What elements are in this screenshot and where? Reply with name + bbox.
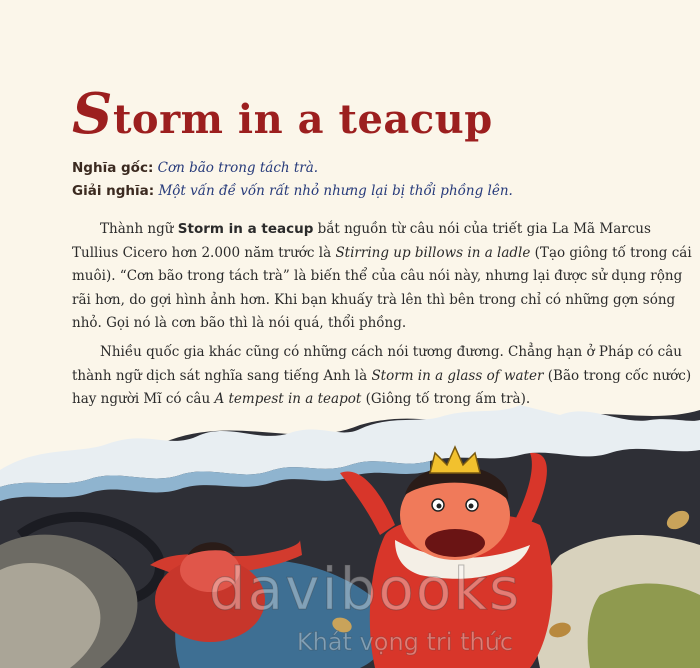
original-meaning-text: Cơn bão trong tách trà. [157, 160, 319, 176]
paragraph-text: Nhiều quốc gia khác cũng có những cách nói tương đương. Chẳng hạn ở Pháp có câu thành ngữ dịch sát nghĩa sang tiếng Anh là [72, 344, 682, 384]
explanation-label: Giải nghĩa: [72, 183, 155, 199]
watermark-brand: davibooks [208, 555, 522, 623]
paragraph-text: Thành ngữ [100, 221, 178, 237]
paragraph-text: (Tạo giông tố trong cái muôi). “Cơn bão trong tách trà” là biến thể của câu nói này, nhưng lại được sử dụng rộng rãi hơn, do gợi hình ảnh hơn. Khi bạn khuấy trà lên thì bên trong chỉ có những gợn sóng nhỏ. Gọi nó là cơn bão thì là nói quá, thổi phồng. [72, 244, 692, 331]
title-text: torm in a teacup [112, 96, 493, 143]
idiom-bold: Storm in a teacup [177, 221, 314, 237]
watermark-tagline: Khát vọng tri thức [296, 628, 514, 656]
paragraph-text: bắt nguồn từ câu nói của triết gia La Mã Marcus Tullius Cicero hơn 2.000 năm trước là [72, 221, 651, 261]
french-idiom: Storm in a glass of water [371, 367, 544, 384]
explanation-line [72, 180, 672, 203]
title-drop-cap: S [72, 81, 113, 147]
left-pupil [437, 504, 442, 509]
paragraph-text: (Giông tố trong ấm trà). [361, 391, 531, 407]
paragraph-origin [72, 218, 692, 336]
explanation-text: Một vấn đề vốn rất nhỏ nhưng lại bị thổi phồng lên. [158, 183, 513, 199]
open-mouth [425, 529, 485, 557]
olive-wave-right [588, 583, 700, 668]
page-title [72, 81, 493, 147]
original-meaning-line [72, 157, 672, 180]
american-idiom: A tempest in a teapot [214, 391, 362, 407]
paragraph-text: (Bão trong cốc nước) hay người Mĩ có câu [72, 367, 692, 407]
latin-phrase: Stirring up billows in a ladle [335, 244, 531, 261]
right-pupil [469, 504, 474, 509]
meaning-block [72, 157, 672, 203]
original-meaning-label: Nghĩa gốc: [72, 160, 154, 176]
